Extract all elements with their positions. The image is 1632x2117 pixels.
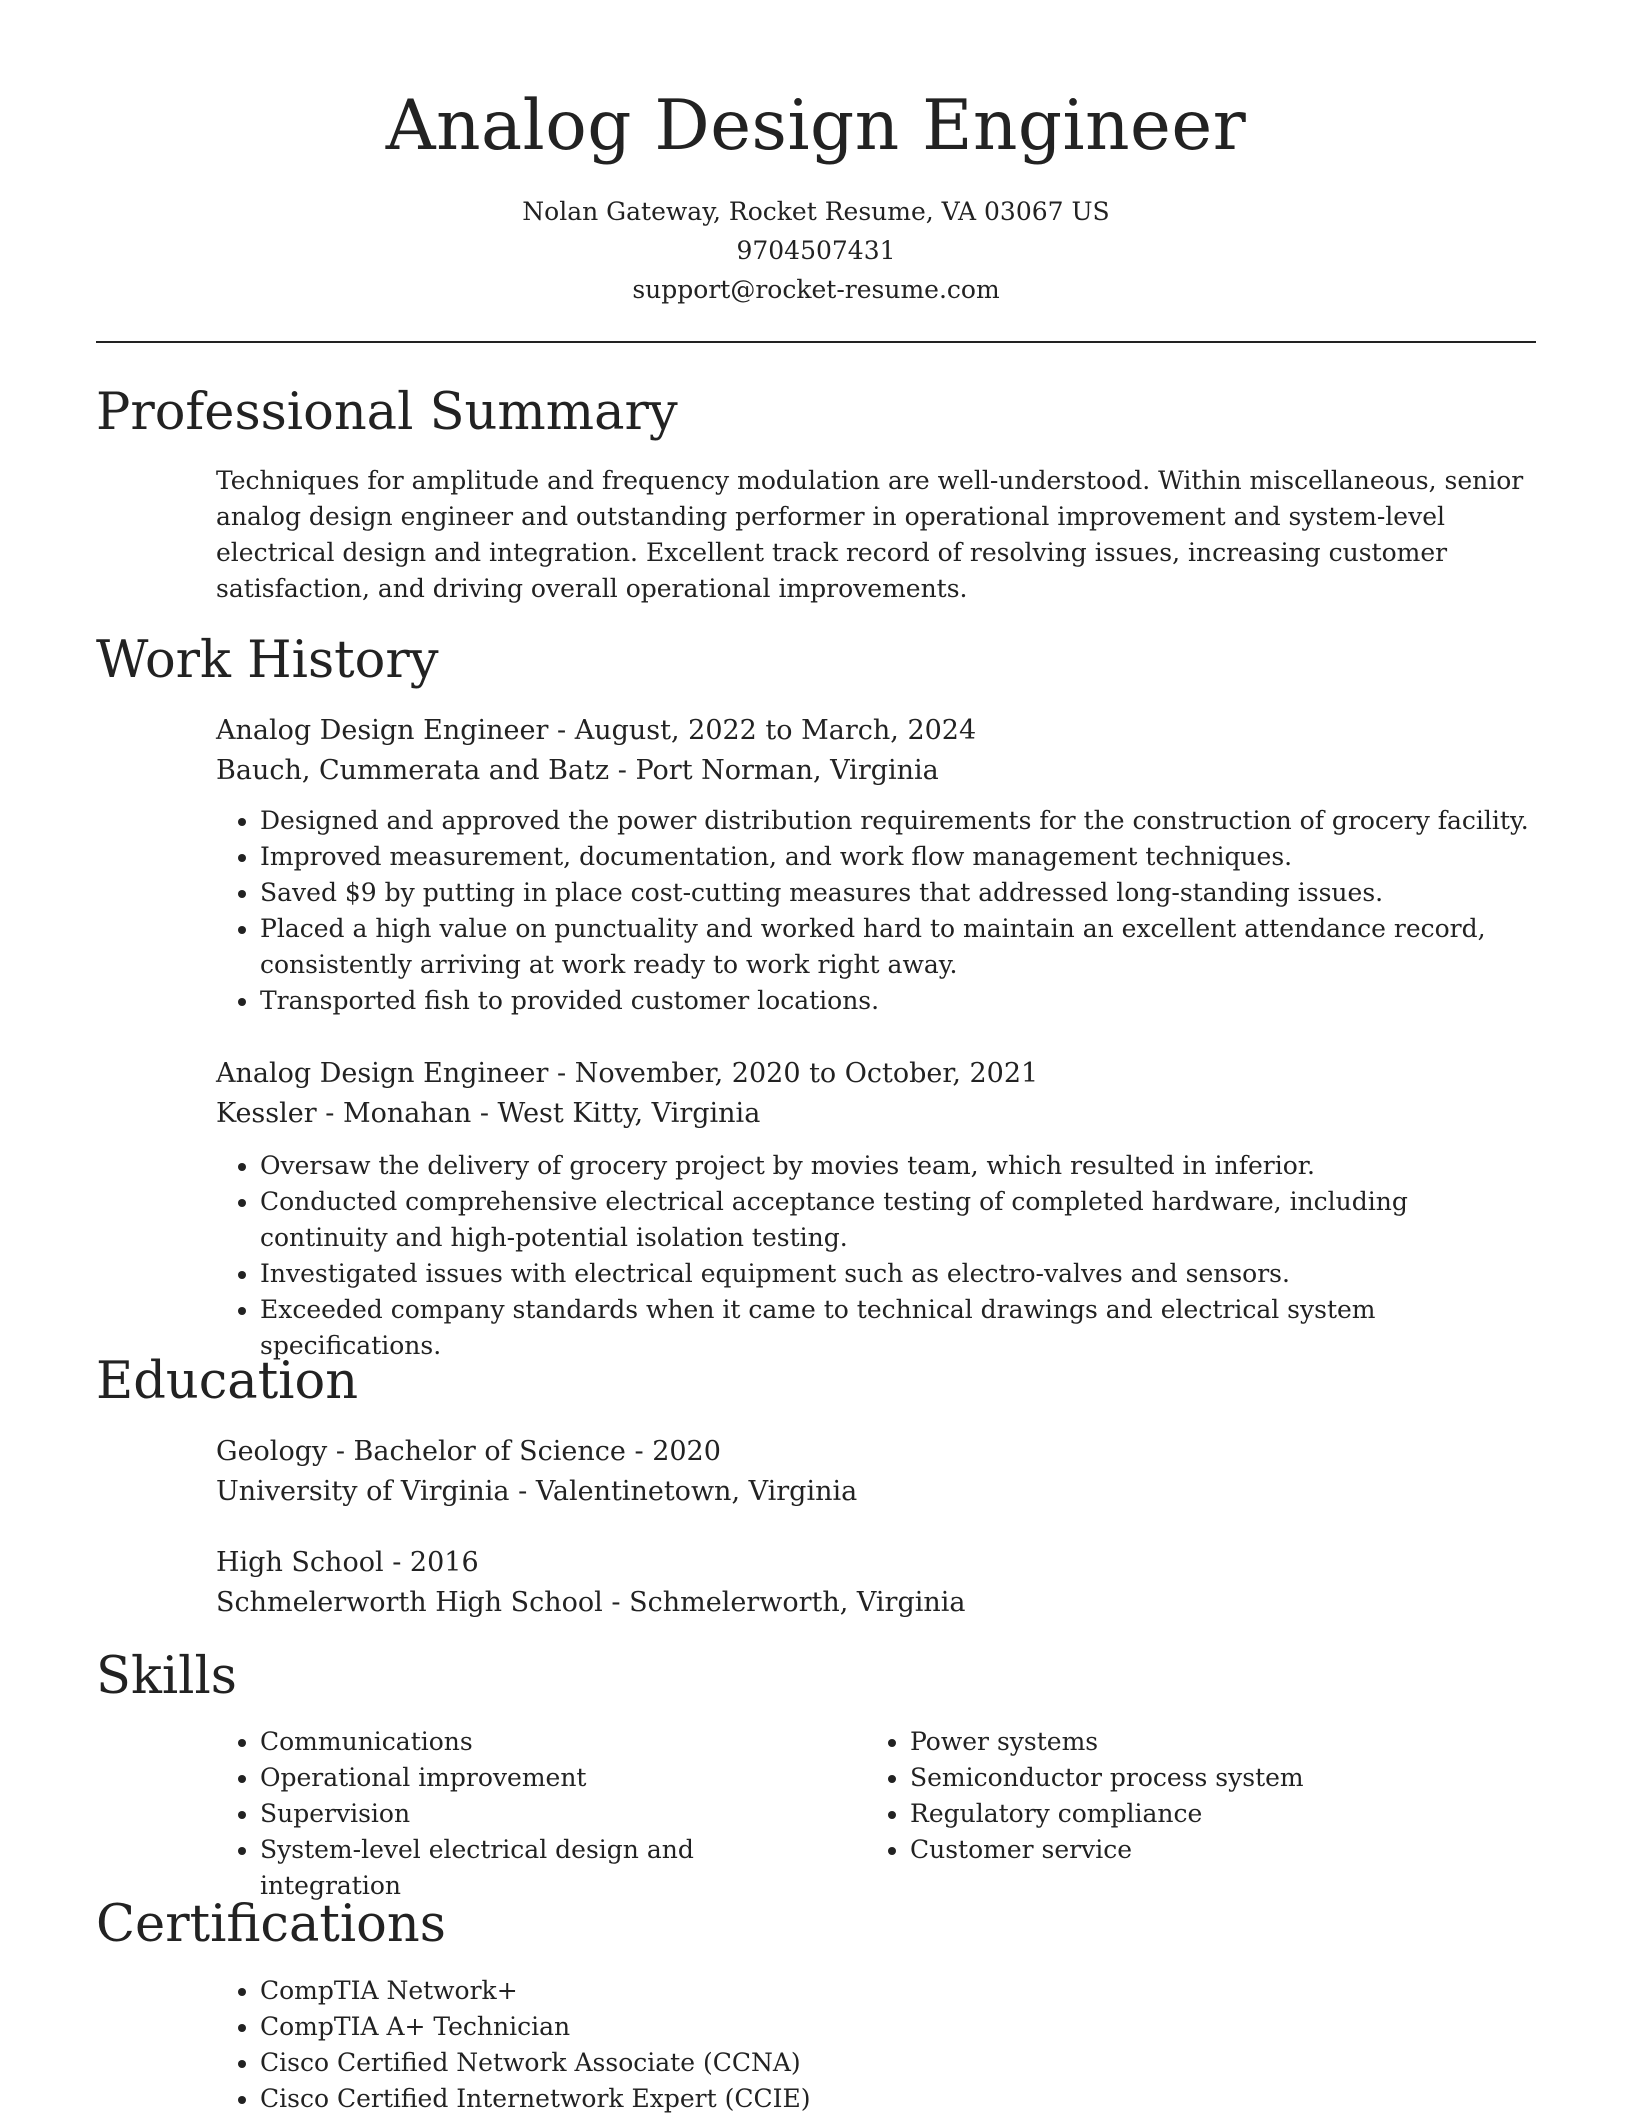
list-item: • Semiconductor process system <box>910 1760 1486 1796</box>
list-item: • Cisco Certified Network Associate (CCNA) <box>260 2045 1536 2081</box>
skills-column-right <box>866 1724 1486 1868</box>
resume-header <box>0 0 1632 309</box>
list-item: • CompTIA Network+ <box>260 1973 1536 2009</box>
list-item: • Conducted comprehensive electrical acceptance testing of completed hardware, including continuity and high-potential isolation testing. <box>260 1184 1536 1256</box>
summary-text: Techniques for amplitude and frequency modulation are well-understood. Within miscellaneous, senior analog design engineer and outstanding performer in operational improvement and system-level electrical design and integration. Excellent track record of resolving issues, increasing customer satisfaction, and driving overall operational improvements. <box>216 466 1524 603</box>
education-entry <box>216 1543 1536 1623</box>
section-title-education: Education <box>96 1352 359 1411</box>
degree-line <box>216 1432 1536 1472</box>
list-item: • Supervision <box>260 1796 836 1832</box>
list-item: • Transported fish to provided customer locations. <box>260 983 1536 1019</box>
section-title-certifications: Certifications <box>96 1895 446 1954</box>
list-item: • Investigated issues with electrical equipment such as electro-valves and sensors. <box>260 1256 1536 1292</box>
list-item: • Saved $9 by putting in place cost-cutting measures that addressed long-standing issues. <box>260 875 1536 911</box>
job-company-line <box>216 751 1536 791</box>
separator: - <box>479 1098 498 1129</box>
list-item: • Communications <box>260 1724 836 1760</box>
email: support@rocket-resume.com <box>632 275 1000 304</box>
page-title: Analog Design Engineer <box>385 86 1247 166</box>
job-entry <box>216 1054 1536 1364</box>
skills-column-left <box>216 1724 836 1904</box>
job-title-line <box>216 711 1536 751</box>
school-line <box>216 1472 1536 1512</box>
certifications-list <box>216 1973 1536 2117</box>
certifications-block <box>216 1973 1536 2117</box>
contact-info <box>0 192 1632 309</box>
school: University of Virginia <box>216 1476 510 1507</box>
list-item: • CompTIA A+ Technician <box>260 2009 1536 2045</box>
phone: 9704507431 <box>736 236 896 265</box>
job-location: Port Norman, Virginia <box>635 755 939 786</box>
job-company: Bauch, Cummerata and Batz <box>216 755 610 786</box>
list-item: • Cisco Certified Internetwork Expert (CCIE) <box>260 2081 1536 2117</box>
list-item: • Placed a high value on punctuality and worked hard to maintain an excellent attendance record, consistently arriving at work ready to work right away. <box>260 911 1536 983</box>
separator: - <box>556 715 575 746</box>
job-dates: August, 2022 to March, 2024 <box>574 715 977 746</box>
job-title-line <box>216 1054 1536 1094</box>
separator: - <box>556 1058 575 1089</box>
summary-block <box>216 463 1536 607</box>
job-location: West Kitty, Virginia <box>497 1098 761 1129</box>
separator: - <box>617 755 636 786</box>
job-company: Kessler - Monahan <box>216 1098 472 1129</box>
section-title-summary: Professional Summary <box>96 383 678 442</box>
job-dates: November, 2020 to October, 2021 <box>574 1058 1039 1089</box>
school-line <box>216 1583 1536 1623</box>
job-entry <box>216 711 1536 1019</box>
list-item: • Operational improvement <box>260 1760 836 1796</box>
job-role: Analog Design Engineer <box>216 1058 549 1089</box>
degree: Geology - Bachelor of Science <box>216 1436 626 1467</box>
separator: - <box>611 1587 630 1618</box>
separator: - <box>518 1476 536 1507</box>
skills-list <box>216 1724 836 1904</box>
job-company-line <box>216 1094 1536 1134</box>
list-item: • Regulatory compliance <box>910 1796 1486 1832</box>
degree: High School <box>216 1547 384 1578</box>
skills-list <box>866 1724 1486 1868</box>
section-title-work-history: Work History <box>96 631 439 690</box>
list-item: • Oversaw the delivery of grocery project by movies team, which resulted in inferior. <box>260 1148 1536 1184</box>
separator: - <box>634 1436 653 1467</box>
list-item: • Power systems <box>910 1724 1486 1760</box>
year: 2016 <box>409 1547 479 1578</box>
degree-line <box>216 1543 1536 1583</box>
school: Schmelerworth High School <box>216 1587 603 1618</box>
list-item: • Designed and approved the power distribution requirements for the construction of grocery facility. <box>260 803 1536 839</box>
address: Nolan Gateway, Rocket Resume, VA 03067 US <box>522 197 1110 226</box>
section-title-skills: Skills <box>96 1647 237 1706</box>
header-divider <box>96 341 1536 343</box>
job-bullets <box>216 803 1536 1019</box>
list-item: • Customer service <box>910 1832 1486 1868</box>
school-location: Valentinetown, Virginia <box>535 1476 858 1507</box>
education-entry <box>216 1432 1536 1512</box>
list-item: • Exceeded company standards when it came to technical drawings and electrical system specifications. <box>260 1292 1536 1364</box>
separator: - <box>392 1547 410 1578</box>
list-item: • System-level electrical design and integration <box>260 1832 836 1904</box>
year: 2020 <box>652 1436 721 1467</box>
job-role: Analog Design Engineer <box>216 715 549 746</box>
job-bullets <box>216 1148 1536 1364</box>
list-item: • Improved measurement, documentation, and work flow management techniques. <box>260 839 1536 875</box>
school-location: Schmelerworth, Virginia <box>629 1587 966 1618</box>
